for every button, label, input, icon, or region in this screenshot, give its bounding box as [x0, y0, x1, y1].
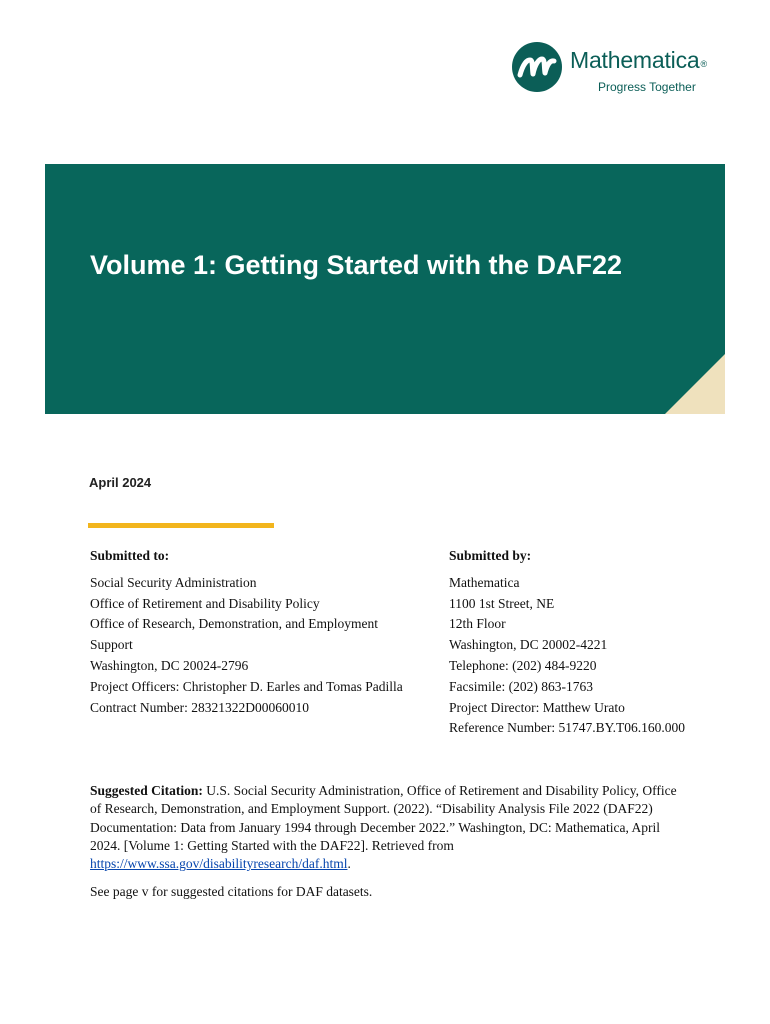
- document-title: Volume 1: Getting Started with the DAF22: [90, 250, 623, 280]
- submitted-to-line: Office of Research, Demonstration, and Employment Support: [90, 616, 379, 653]
- submitted-by-block: [449, 546, 749, 739]
- submitted-to-line: Social Security Administration: [90, 574, 257, 590]
- accent-divider: [88, 523, 274, 528]
- submitted-to-line: Contract Number: 28321322D00060010: [90, 699, 309, 715]
- submitted-by-line: Reference Number: 51747.BY.T06.160.000: [449, 720, 685, 736]
- logo-wordmark: Mathematica®: [570, 47, 707, 73]
- submitted-to-block: [90, 546, 450, 718]
- submitted-by-line: Mathematica: [449, 574, 520, 590]
- corner-triangle-decoration: [665, 354, 725, 414]
- submitted-by-line: 12th Floor: [449, 616, 506, 632]
- see-page-note: See page v for suggested citations for DAF datasets.: [90, 884, 373, 899]
- submitted-to-line: Washington, DC 20024-2796: [90, 657, 249, 673]
- logo-tagline: Progress Together: [598, 80, 696, 94]
- citation-end: .: [347, 856, 351, 872]
- submitted-by-heading: Submitted by:: [449, 548, 532, 563]
- submitted-by-line: Telephone: (202) 484-9220: [449, 657, 597, 673]
- mathematica-logo: [512, 42, 722, 98]
- submitted-by-line: Project Director: Matthew Urato: [449, 699, 625, 715]
- citation-label: Suggested Citation:: [90, 783, 203, 798]
- submitted-by-line: Facsimile: (202) 863-1763: [449, 678, 593, 694]
- publication-date: April 2024: [89, 475, 152, 490]
- title-banner: [45, 164, 725, 414]
- submitted-to-line: Office of Retirement and Disability Policy: [90, 595, 320, 611]
- submitted-to-heading: Submitted to:: [90, 548, 170, 563]
- mathematica-logo-icon: [512, 42, 562, 92]
- citation-link[interactable]: https://www.ssa.gov/disabilityresearch/daf.html: [90, 856, 348, 872]
- citation-text: U.S. Social Security Administration, Office of Retirement and Disability Policy, Office of Research, Demonstration, and Employment Support. (2022). “Disability Analysis File 2022 (DAF22) Documentation: Data from January 1994 through December 2022.” Washington, DC: Mathematica, April 2024. [Volume 1: Getting Started with the DAF22]. Retrieved from: [90, 783, 677, 853]
- submitted-by-line: 1100 1st Street, NE: [449, 595, 555, 611]
- suggested-citation: [90, 782, 690, 873]
- submitted-by-line: Washington, DC 20002-4221: [449, 637, 608, 653]
- submitted-to-line: Project Officers: Christopher D. Earles and Tomas Padilla: [90, 678, 403, 694]
